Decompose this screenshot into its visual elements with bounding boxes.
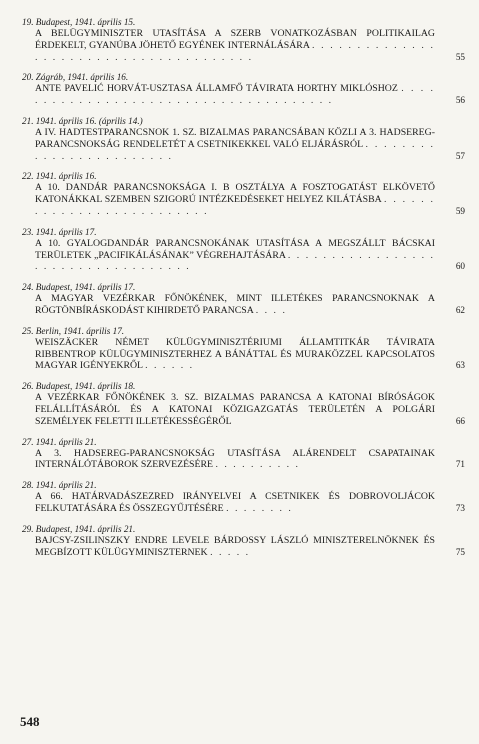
entry-meta: 26. Budapest, 1941. április 18. <box>22 381 136 392</box>
page-number: 56 <box>455 95 465 106</box>
entry-title-text: WEISZÄCKER NÉMET KÜLÜGYMINISZTÉRIUMI ÁLLAMTITKÁR TÁVIRATA RIBBENTROP KÜLÜGYMINISZTERHEZ A BÁNÁTTAL ÉS MURAKÖZZEL KAPCSOLATOS MAGYAR IGÉNYEKRŐL <box>35 336 435 372</box>
toc-entry <box>20 227 465 273</box>
leader-dots: . . . . . <box>210 546 251 558</box>
entry-title-text: A BELÜGYMINISZTER UTASÍTÁSA A SZERB VONATKOZÁSBAN POLITIKAILAG ÉRDEKELT, GYANÚBA JÖHETŐ EGYÉNEK INTERNÁLÁSÁRA <box>35 28 435 51</box>
entry-title-text: A 10. GYALOGDANDÁR PARANCSNOKÁNAK UTASÍTÁSA A MEGSZÁLLT BÁCSKAI TERÜLETEK „PACIFIKÁLÁSÁNAK” VÉGREHAJTÁSÁRA <box>35 237 435 261</box>
page-number: 60 <box>455 261 465 272</box>
entry-title-text: A 3. HADSEREG-PARANCSNOKSÁG UTASÍTÁSA ALÁRENDELT CSAPATAINAK INTERNÁLÓTÁBOROK SZERVEZÉSÉRE <box>35 447 435 471</box>
toc-entry <box>20 381 465 427</box>
page-number: 73 <box>455 502 465 513</box>
entry-title <box>20 448 465 472</box>
entry-title <box>20 83 465 107</box>
toc-entry <box>20 524 465 559</box>
toc-entry <box>20 326 465 372</box>
leader-dots: . . . . . . . . . . . . . . . . . . . . . . . . . . . . . . . . . . . <box>35 249 435 273</box>
entry-meta: 21. 1941. április 16. (április 14.) <box>22 115 143 126</box>
entry-title <box>20 337 465 372</box>
entry-meta: 20. Zágráb, 1941. április 16. <box>22 72 129 83</box>
entry-title-text: BAJCSY-ZSILINSZKY ENDRE LEVELE BÁRDOSSY LÁSZLÓ MINISZTERELNÖKNEK ÉS MEGBÍZOTT KÜLÜGYMINISZTERNEK <box>35 534 435 558</box>
page-number: 55 <box>455 51 465 62</box>
entry-title-text: A MAGYAR VEZÉRKAR FŐNÖKÉNEK, MINT ILLETÉKES PARANCSNOKNAK A RÖGTÖNBÍRÁSKODÁST KIHIRDETŐ PARANCSA <box>35 293 435 316</box>
toc-entry <box>20 437 465 472</box>
entry-title <box>20 182 465 217</box>
entry-meta: 25. Berlin, 1941. április 17. <box>22 325 125 336</box>
entry-title-text: A 66. HATÁRVADÁSZEZRED IRÁNYELVEI A CSETNIKEK ÉS DOBROVOLJÁCOK FELKUTATÁSÁRA ÉS ÖSSZEGYŰJTÉSÉRE <box>35 491 435 514</box>
page-number: 62 <box>455 304 465 315</box>
leader-dots: . . . . . . . . . . . . . . . . . . . . . . . . . . <box>35 194 435 217</box>
entry-meta: 22. 1941. április 16. <box>22 171 97 182</box>
toc-entry <box>20 480 465 515</box>
leader-dots: . . . . . . . . . . . . . . . . . . . . . . . . <box>35 138 435 162</box>
entry-title <box>20 238 465 273</box>
entry-title-text: A 10. DANDÁR PARANCSNOKSÁGA I. B OSZTÁLYA A FOSZTOGATÁST ELKÖVETŐ KATONÁKKAL SZEMBEN SZIGORÚ INTÉZKEDÉSEKET HELYEZ KILÁTÁSBA <box>35 182 435 206</box>
entry-meta: 23. 1941. április 17. <box>22 226 97 237</box>
page-number: 75 <box>455 546 465 557</box>
leader-dots: . . . . . . . . . . <box>215 459 300 471</box>
page-folio: 548 <box>20 714 40 729</box>
toc-entry <box>20 171 465 217</box>
toc-entry <box>20 72 465 107</box>
entry-meta: 29. Budapest, 1941. április 21. <box>22 523 136 534</box>
toc-entry <box>20 282 465 317</box>
page-number: 63 <box>455 360 465 371</box>
entry-title-text: ANTE PAVELIĆ HORVÁT-USZTASA ÁLLAMFŐ TÁVIRATA HORTHY MIKLÓSHOZ <box>35 83 398 95</box>
entry-title-text: A VEZÉRKAR FŐNÖKÉNEK 3. SZ. BIZALMAS PARANCSA A KATONAI BÍRÓSÁGOK FELÁLLÍTÁSÁRÓL ÉS A KATONAI KÖZIGAZGATÁS TERÜLETÉN A POLGÁRI SZEMÉLYEK FELETTI ILLETÉKESSÉGÉRŐL <box>35 392 435 427</box>
leader-dots: . . . . <box>255 304 287 316</box>
leader-dots: . . . . . . . . . . . . . . . . . . . . . . . . . . . . . . . . . . . . . . <box>35 83 435 107</box>
leader-dots: . . . . . . . . . . . . . . . . . . . . . . . . . . . . . . . . . . . . . . . <box>35 39 435 63</box>
leader-dots: . . . . . . . . <box>226 502 293 514</box>
entry-title-text: A IV. HADTESTPARANCSNOK 1. SZ. BIZALMAS PARANCSÁBAN KÖZLI A 3. HADSEREG-PARANCSNOKSÁG RENDELETÉT A CSETNIKEKKEL VALÓ ELJÁRÁSRÓL <box>35 126 435 150</box>
entry-meta: 24. Budapest, 1941. április 17. <box>22 282 136 293</box>
page-number: 66 <box>455 415 465 426</box>
leader-dots: . . . . . . <box>145 360 195 372</box>
entry-title <box>20 491 465 515</box>
page-number: 71 <box>455 459 465 470</box>
entry-meta: 19. Budapest, 1941. április 15. <box>22 17 136 27</box>
entry-meta: 28. 1941. április 21. <box>22 480 97 491</box>
page-number: 57 <box>455 150 465 161</box>
entry-title <box>20 28 465 63</box>
page-number: 59 <box>455 205 465 216</box>
toc-entry <box>20 17 465 63</box>
entry-title <box>20 535 465 559</box>
entry-title <box>20 293 465 317</box>
entry-meta: 27. 1941. április 21. <box>22 436 97 447</box>
table-of-contents <box>20 17 465 567</box>
entry-title <box>20 127 465 162</box>
entry-title <box>20 392 465 427</box>
toc-entry <box>20 116 465 162</box>
